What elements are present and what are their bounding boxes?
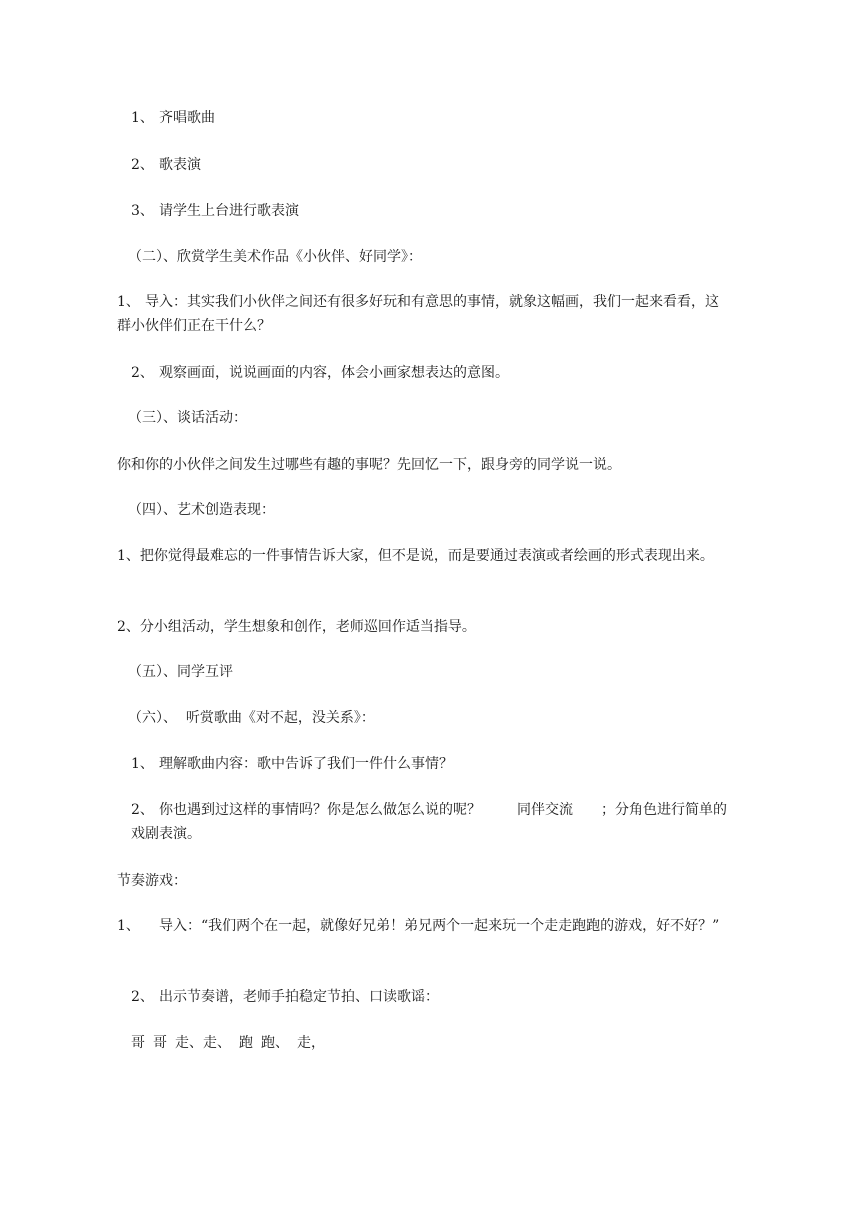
item-number: 1、	[131, 756, 154, 772]
item-number: 1、	[117, 918, 140, 934]
item-text: 导入：“我们两个在一起，就像好兄弟！弟兄两个一起来玩一个走走跑跑的游戏，好不好？”	[159, 918, 720, 934]
list-item	[131, 752, 731, 776]
section-heading: （三）、谈话活动：	[128, 410, 247, 426]
chant-line	[131, 1031, 731, 1055]
list-item	[131, 153, 731, 177]
paragraph: 1、把你觉得最难忘的一件事情告诉大家，但不是说，而是要通过表演或者绘画的形式表现出来。	[117, 548, 714, 564]
item-text: 歌表演	[159, 157, 201, 173]
item-number: 1、	[131, 110, 154, 126]
chant-word: 跑、	[261, 1035, 289, 1051]
item-text: 齐唱歌曲	[159, 110, 215, 126]
list-item	[131, 798, 731, 846]
item-text: 同伴交流	[517, 802, 573, 818]
item-number: 2、	[131, 365, 154, 381]
section-heading: （二）、欣赏学生美术作品《小伙伴、好同学》：	[128, 249, 422, 265]
section-heading: （四）、艺术创造表现：	[128, 502, 275, 518]
item-number: 2、	[131, 157, 154, 173]
item-text: 导入：其实我们小伙伴之间还有很多好玩和有意思的事情，就象这幅画，我们一起来看看，这群小伙伴们正在干什么？	[117, 294, 719, 334]
item-number: 3、	[131, 203, 154, 219]
chant-word: 跑	[239, 1035, 253, 1051]
chant-word: 走，	[297, 1035, 325, 1051]
item-text: 出示节奏谱，老师手拍稳定节拍、口读歌谣：	[159, 989, 439, 1005]
item-number: 2、	[131, 989, 154, 1005]
list-item	[131, 199, 731, 223]
section-heading: （五）、同学互评	[128, 664, 233, 680]
section-heading: 节奏游戏：	[117, 873, 187, 889]
list-item	[131, 985, 731, 1009]
list-item	[117, 914, 729, 938]
item-text: 理解歌曲内容：歌中告诉了我们一件什么事情？	[159, 756, 453, 772]
list-item	[117, 290, 729, 338]
chant-word: 哥	[131, 1035, 145, 1051]
paragraph: 2、分小组活动，学生想象和创作，老师巡回作适当指导。	[117, 619, 476, 635]
chant-word: 走、走、	[175, 1035, 231, 1051]
item-text: 你也遇到过这样的事情吗？你是怎么做怎么说的呢？	[159, 802, 481, 818]
item-text: 观察画面，说说画面的内容，体会小画家想表达的意图。	[159, 365, 509, 381]
item-text: 请学生上台进行歌表演	[159, 203, 299, 219]
list-item	[131, 361, 731, 385]
item-number: 1、	[117, 294, 140, 310]
item-text: ；分角色进行简单的戏剧表演。	[131, 802, 727, 842]
list-item	[131, 106, 731, 130]
chant-word: 哥	[153, 1035, 167, 1051]
item-number: 2、	[131, 802, 154, 818]
section-heading: （六）、 听赏歌曲《对不起，没关系》：	[128, 710, 375, 726]
paragraph: 你和你的小伙伴之间发生过哪些有趣的事呢？先回忆一下，跟身旁的同学说一说。	[117, 457, 621, 473]
